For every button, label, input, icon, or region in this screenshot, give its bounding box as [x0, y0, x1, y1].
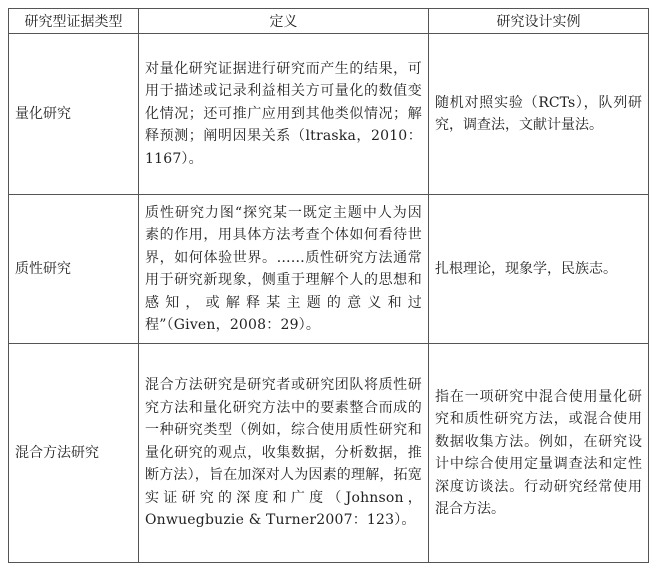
header-evidence-type: 研究型证据类型	[9, 9, 139, 34]
row-type-cell: 量化研究	[9, 34, 139, 195]
table-row	[9, 34, 649, 195]
row-type-cell: 混合方法研究	[9, 344, 139, 563]
table-row	[9, 344, 649, 563]
evidence-type-table-container	[8, 8, 648, 563]
evidence-type-table	[8, 8, 649, 563]
row-type-cell: 质性研究	[9, 195, 139, 344]
row-definition-cell: 混合方法研究是研究者或研究团队将质性研究方法和量化研究方法中的要素整合而成的一种研究类型（例如，综合使用质性研究和量化研究的观点，收集数据，分析数据，推断方法），旨在加深对人为因素的理解，拓宽实证研究的深度和广度（Johnson，Onwuegbuzie & Turner2007：123）。	[139, 344, 429, 563]
table-header-row	[9, 9, 649, 34]
row-examples-cell: 指在一项研究中混合使用量化研究和质性研究方法，或混合使用数据收集方法。例如，在研究设计中综合使用定量调查法和定性深度访谈法。行动研究经常使用混合方法。	[429, 344, 649, 563]
row-definition-cell: 对量化研究证据进行研究而产生的结果，可用于描述或记录利益相关方可量化的数值变化情况；还可推广应用到其他类似情况；解释预测；阐明因果关系（ltraska，2010：1167）。	[139, 34, 429, 195]
header-definition: 定义	[139, 9, 429, 34]
table-row	[9, 195, 649, 344]
header-design-examples: 研究设计实例	[429, 9, 649, 34]
row-definition-cell: 质性研究力图“探究某一既定主题中人为因素的作用，用具体方法考查个体如何看待世界，如何体验世界。……质性研究方法通常用于研究新现象，侧重于理解个人的思想和感知，或解释某主题的意义和过程”（Given，2008：29）。	[139, 195, 429, 344]
row-examples-cell: 扎根理论，现象学，民族志。	[429, 195, 649, 344]
row-examples-cell: 随机对照实验（RCTs），队列研究，调查法，文献计量法。	[429, 34, 649, 195]
